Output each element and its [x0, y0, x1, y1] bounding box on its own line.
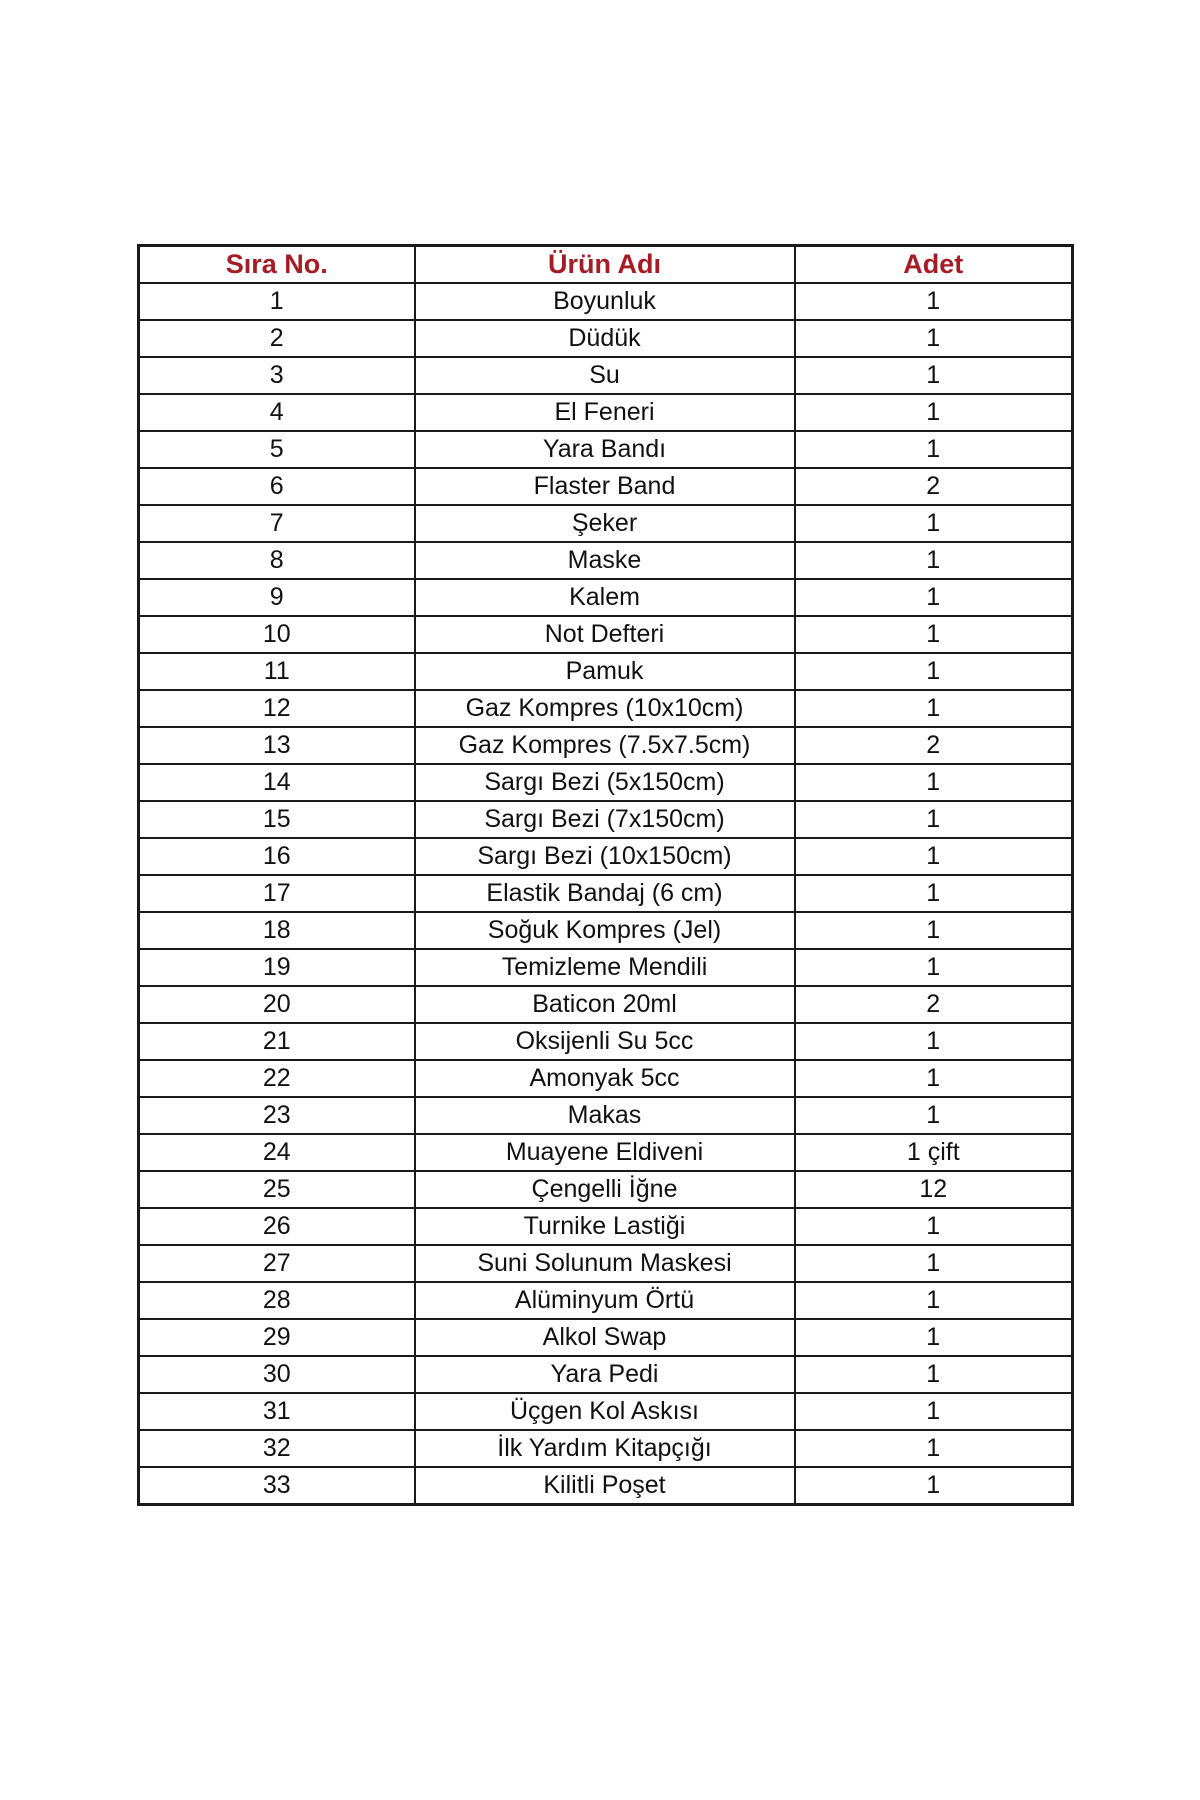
urun-adi-cell: Sargı Bezi (10x150cm): [415, 838, 795, 875]
sira-no-cell: 1: [139, 283, 415, 320]
urun-adi-cell: Flaster Band: [415, 468, 795, 505]
urun-adi-cell: Gaz Kompres (10x10cm): [415, 690, 795, 727]
urun-adi-cell: Maske: [415, 542, 795, 579]
adet-cell: 1: [795, 542, 1073, 579]
urun-adi-cell: Su: [415, 357, 795, 394]
urun-adi-cell: Sargı Bezi (7x150cm): [415, 801, 795, 838]
table-row: [139, 1245, 1073, 1282]
table-row: [139, 431, 1073, 468]
table-row: [139, 579, 1073, 616]
urun-adi-cell: Soğuk Kompres (Jel): [415, 912, 795, 949]
urun-adi-cell: Elastik Bandaj (6 cm): [415, 875, 795, 912]
sira-no-cell: 19: [139, 949, 415, 986]
adet-cell: 1: [795, 912, 1073, 949]
sira-no-cell: 27: [139, 1245, 415, 1282]
sira-no-cell: 28: [139, 1282, 415, 1319]
adet-cell: 1: [795, 838, 1073, 875]
sira-no-cell: 21: [139, 1023, 415, 1060]
sira-no-cell: 8: [139, 542, 415, 579]
table-row: [139, 1319, 1073, 1356]
sira-no-cell: 2: [139, 320, 415, 357]
sira-no-cell: 14: [139, 764, 415, 801]
urun-adi-cell: Kilitli Poşet: [415, 1467, 795, 1505]
adet-cell: 1: [795, 431, 1073, 468]
urun-adi-cell: Boyunluk: [415, 283, 795, 320]
sira-no-cell: 11: [139, 653, 415, 690]
sira-no-cell: 18: [139, 912, 415, 949]
table-row: [139, 986, 1073, 1023]
urun-adi-cell: Yara Pedi: [415, 1356, 795, 1393]
table-row: [139, 875, 1073, 912]
adet-cell: 1: [795, 949, 1073, 986]
sira-no-cell: 7: [139, 505, 415, 542]
sira-no-cell: 15: [139, 801, 415, 838]
sira-no-cell: 20: [139, 986, 415, 1023]
adet-cell: 1: [795, 1430, 1073, 1467]
urun-adi-cell: Alüminyum Örtü: [415, 1282, 795, 1319]
adet-cell: 1: [795, 801, 1073, 838]
sira-no-cell: 4: [139, 394, 415, 431]
adet-cell: 1: [795, 875, 1073, 912]
table-row: [139, 1356, 1073, 1393]
header-adet: Adet: [795, 246, 1073, 284]
urun-adi-cell: Makas: [415, 1097, 795, 1134]
adet-cell: 1: [795, 394, 1073, 431]
table-row: [139, 616, 1073, 653]
urun-adi-cell: Turnike Lastiği: [415, 1208, 795, 1245]
urun-adi-cell: El Feneri: [415, 394, 795, 431]
adet-cell: 2: [795, 727, 1073, 764]
table-row: [139, 1282, 1073, 1319]
adet-cell: 1: [795, 1356, 1073, 1393]
sira-no-cell: 12: [139, 690, 415, 727]
table-row: [139, 801, 1073, 838]
table-row: [139, 542, 1073, 579]
table-row: [139, 1208, 1073, 1245]
table-row: [139, 505, 1073, 542]
urun-adi-cell: Düdük: [415, 320, 795, 357]
table-body: [139, 283, 1073, 1505]
urun-adi-cell: Yara Bandı: [415, 431, 795, 468]
sira-no-cell: 22: [139, 1060, 415, 1097]
sira-no-cell: 3: [139, 357, 415, 394]
table-row: [139, 468, 1073, 505]
urun-adi-cell: Pamuk: [415, 653, 795, 690]
sira-no-cell: 25: [139, 1171, 415, 1208]
table-row: [139, 764, 1073, 801]
adet-cell: 1: [795, 653, 1073, 690]
adet-cell: 12: [795, 1171, 1073, 1208]
urun-adi-cell: İlk Yardım Kitapçığı: [415, 1430, 795, 1467]
urun-adi-cell: Amonyak 5cc: [415, 1060, 795, 1097]
adet-cell: 1: [795, 1023, 1073, 1060]
urun-adi-cell: Gaz Kompres (7.5x7.5cm): [415, 727, 795, 764]
table-row: [139, 1171, 1073, 1208]
table-row: [139, 653, 1073, 690]
table-row: [139, 357, 1073, 394]
sira-no-cell: 9: [139, 579, 415, 616]
sira-no-cell: 24: [139, 1134, 415, 1171]
sira-no-cell: 23: [139, 1097, 415, 1134]
sira-no-cell: 32: [139, 1430, 415, 1467]
adet-cell: 1: [795, 1097, 1073, 1134]
sira-no-cell: 10: [139, 616, 415, 653]
table-header: [139, 246, 1073, 284]
adet-cell: 1: [795, 320, 1073, 357]
adet-cell: 1: [795, 1319, 1073, 1356]
sira-no-cell: 29: [139, 1319, 415, 1356]
header-sira-no: Sıra No.: [139, 246, 415, 284]
adet-cell: 1: [795, 616, 1073, 653]
adet-cell: 1: [795, 764, 1073, 801]
table-row: [139, 1393, 1073, 1430]
table-row: [139, 912, 1073, 949]
table-row: [139, 283, 1073, 320]
urun-adi-cell: Temizleme Mendili: [415, 949, 795, 986]
urun-adi-cell: Oksijenli Su 5cc: [415, 1023, 795, 1060]
sira-no-cell: 33: [139, 1467, 415, 1505]
adet-cell: 2: [795, 468, 1073, 505]
adet-cell: 1 çift: [795, 1134, 1073, 1171]
table-row: [139, 838, 1073, 875]
table-row: [139, 1430, 1073, 1467]
urun-adi-cell: Not Defteri: [415, 616, 795, 653]
table-row: [139, 320, 1073, 357]
urun-adi-cell: Alkol Swap: [415, 1319, 795, 1356]
header-urun-adi: Ürün Adı: [415, 246, 795, 284]
adet-cell: 1: [795, 1282, 1073, 1319]
sira-no-cell: 13: [139, 727, 415, 764]
adet-cell: 1: [795, 505, 1073, 542]
table-row: [139, 1060, 1073, 1097]
sira-no-cell: 16: [139, 838, 415, 875]
table-row: [139, 727, 1073, 764]
adet-cell: 1: [795, 283, 1073, 320]
table-row: [139, 1097, 1073, 1134]
urun-adi-cell: Kalem: [415, 579, 795, 616]
table-row: [139, 690, 1073, 727]
table-row: [139, 1467, 1073, 1505]
urun-adi-cell: Sargı Bezi (5x150cm): [415, 764, 795, 801]
adet-cell: 1: [795, 1208, 1073, 1245]
adet-cell: 1: [795, 1245, 1073, 1282]
sira-no-cell: 17: [139, 875, 415, 912]
header-row: [139, 246, 1073, 284]
adet-cell: 1: [795, 357, 1073, 394]
sira-no-cell: 6: [139, 468, 415, 505]
adet-cell: 1: [795, 579, 1073, 616]
sira-no-cell: 5: [139, 431, 415, 468]
table-row: [139, 1134, 1073, 1171]
sira-no-cell: 26: [139, 1208, 415, 1245]
urun-adi-cell: Muayene Eldiveni: [415, 1134, 795, 1171]
adet-cell: 1: [795, 1060, 1073, 1097]
urun-adi-cell: Üçgen Kol Askısı: [415, 1393, 795, 1430]
sira-no-cell: 31: [139, 1393, 415, 1430]
table-row: [139, 949, 1073, 986]
product-table: [137, 244, 1074, 1506]
urun-adi-cell: Çengelli İğne: [415, 1171, 795, 1208]
adet-cell: 1: [795, 1467, 1073, 1505]
table-row: [139, 394, 1073, 431]
adet-cell: 2: [795, 986, 1073, 1023]
urun-adi-cell: Şeker: [415, 505, 795, 542]
table-row: [139, 1023, 1073, 1060]
urun-adi-cell: Suni Solunum Maskesi: [415, 1245, 795, 1282]
adet-cell: 1: [795, 1393, 1073, 1430]
adet-cell: 1: [795, 690, 1073, 727]
urun-adi-cell: Baticon 20ml: [415, 986, 795, 1023]
sira-no-cell: 30: [139, 1356, 415, 1393]
